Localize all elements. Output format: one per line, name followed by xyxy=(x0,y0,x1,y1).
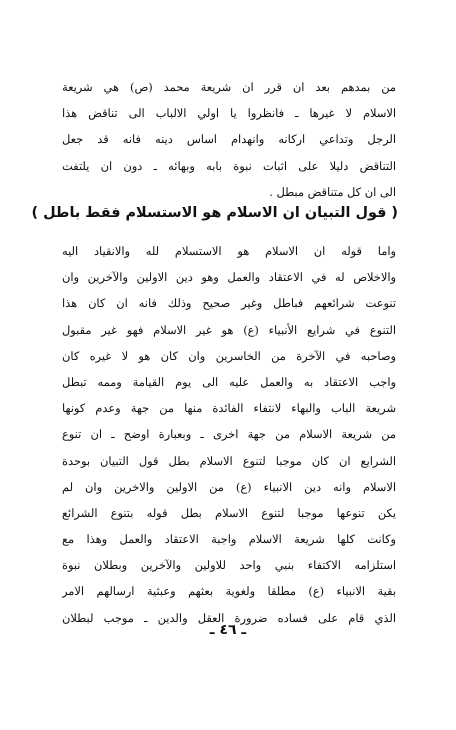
paragraph-line: الشرايع ان كان موجبا لتنوع الاسلام بطل قول التبيان بوحدة xyxy=(62,453,396,468)
page-number: ـ ٤٦ ـ xyxy=(209,622,247,638)
paragraph-line: التناقض دليلا على اثبات نبوة بابه وبهائه ـ دون ان يلتفت xyxy=(62,158,396,173)
paragraph-line: من بمدهم بعد ان قرر ان شريعة محمد (ص) هي شريعة xyxy=(62,80,396,94)
paragraph-line: الاسلام لا غيرها ـ فانظروا يا اولي الالباب الى تناقض هذا xyxy=(62,106,396,121)
paragraph-line: شريعة الباب والبهاء لانتفاء الفائدة منها من جهة وعدم كونها xyxy=(62,401,396,416)
paragraph-line: الاسلام وانه دين الانبياء (ع) من الاولين والاخرين وان لم xyxy=(62,479,396,494)
paragraph-line: الى ان كل متناقض مبطل . xyxy=(269,184,396,199)
paragraph-line: وصاحبه في الآخرة من الخاسرين وان كان هو لا غيره كان xyxy=(62,348,396,363)
paragraph-line: واما قوله ان الاسلام هو الاستسلام لله والانقياد اليه xyxy=(62,244,396,258)
paragraph-line: التنوع في شرايع الأنبياء (ع) هو غير الاسلام فهو غير مقبول xyxy=(62,322,396,337)
paragraph-2 xyxy=(62,238,396,631)
paragraph-line: يكن تنوعها موجبا لتنوع الاسلام بطل قوله بتنوع الشرائع xyxy=(62,505,396,520)
paragraph-line: من شريعة الاسلام من جهة اخرى ـ وبعبارة اوضح ـ ان تنوع xyxy=(62,427,396,442)
paragraph-line: تنوعت شرائعهم فباطل وغير صحيح وذلك فانه ان كان هذا xyxy=(62,296,396,311)
paragraph-line: وكانت كلها شريعة الاسلام واجبة الاعتقاد والعمل وهذا مع xyxy=(62,532,396,547)
paragraph-line: الذي قام على فساده ضرورة العقل والدين ـ موجب لبطلان xyxy=(62,610,396,625)
paragraph-line: واجب الاعتقاد به والعمل عليه الى يوم القيامة وممه تبطل xyxy=(62,374,396,389)
paragraph-line: استلزامه الاكتفاء بنبي واحد للاولين والآخرين وبطلان نبوة xyxy=(62,558,396,573)
paragraph-line: والاخلاص له في الاعتقاد والعمل وهو دين الاولين والآخرين وان xyxy=(62,270,396,285)
paragraph-1 xyxy=(62,74,396,205)
section-heading: ( قول التبيان ان الاسلام هو الاستسلام فقط باطل ) xyxy=(31,205,398,221)
paragraph-line: الرجل وتداعي اركانه وانهدام اساس دينه فانه قد جعل xyxy=(62,132,396,147)
paragraph-line: بقية الانبياء (ع) مطلقا ولغوية بعثهم وعبثية ارسالهم الامر xyxy=(62,584,396,599)
